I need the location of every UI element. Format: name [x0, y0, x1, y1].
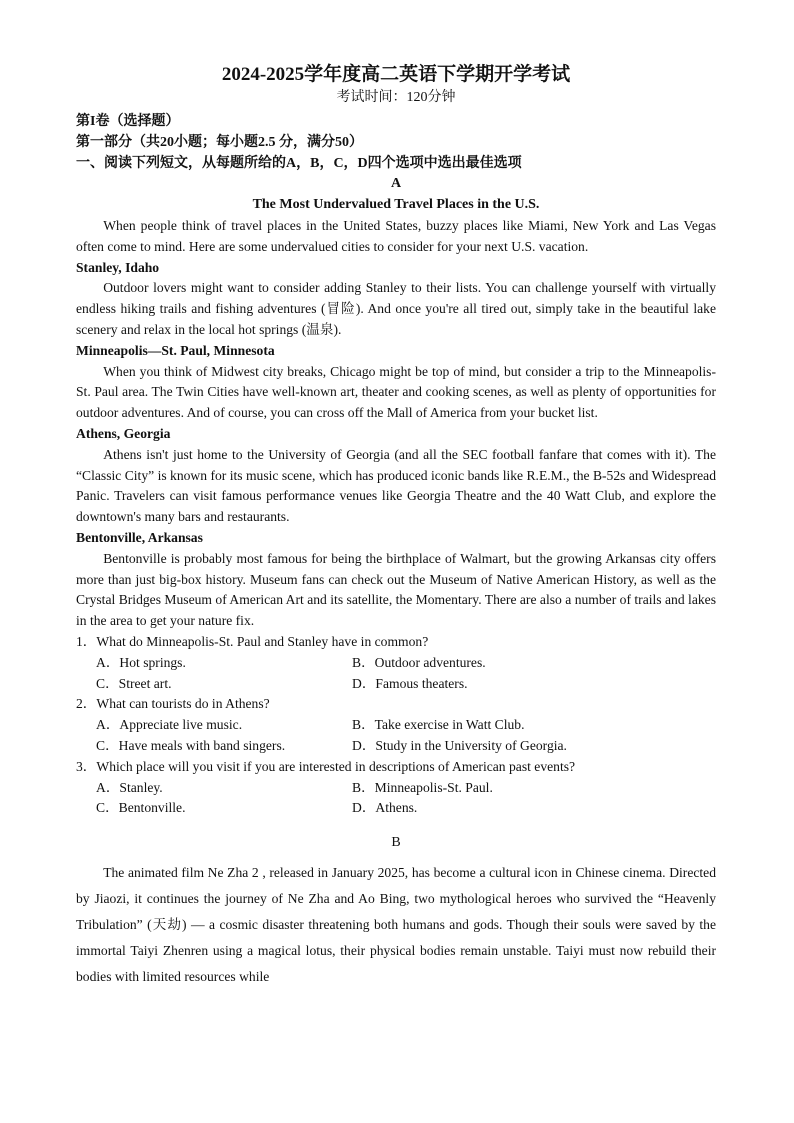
option-c: C．Have meals with band singers. — [96, 737, 286, 753]
section-instruction: 一、阅读下列短文，从每题所给的A，B，C，D四个选项中选出最佳选项 — [76, 155, 522, 171]
exam-title: 2024-2025学年度高二英语下学期开学考试 — [221, 64, 571, 85]
option-b: B．Take exercise in Watt Club. — [352, 717, 525, 733]
place-paragraph: Athens isn't just home to the University of Georgia (and all the SEC football fanfare that comes with it). The “Classic City” is known for its music scene, which has produced iconic bands like R.E.M., the B-52s and Widespread Panic. Travelers can visit famous performance venues like Georgia Theatre and the 40 Watt Club, and explore the downtown's many bars and restaurants. — [76, 446, 716, 525]
option-b: B．Minneapolis-St. Paul. — [352, 779, 493, 795]
option-d: D．Famous theaters. — [352, 675, 468, 691]
passage-a-title: The Most Undervalued Travel Places in the U.S. — [252, 197, 540, 213]
option-c: C．Street art. — [96, 675, 172, 691]
place-paragraph: When you think of Midwest city breaks, Chicago might be top of mind, but consider a trip to the Minneapolis-St. Paul area. The Twin Cities have well-known art, theater and cooking scenes, as well as plenty of opportunities for outdoor adventures. And of course, you can cross off the Mall of America from your bucket list. — [76, 363, 716, 421]
place-heading: Bentonville, Arkansas — [76, 529, 203, 545]
option-a: A．Appreciate live music. — [96, 717, 243, 733]
part-label: 第一部分（共20小题；每小题2.5 分，满分50） — [76, 134, 363, 150]
passage-b-paragraph: The animated film Ne Zha 2 , released in January 2025, has become a cultural icon in Chinese cinema. Directed by Jiaozi, it continues the journey of Ne Zha and Ao Bing, two mythological heroes who survived the “Heavenly Tribulation” (天劫) — a cosmic disaster threatening both humans and gods. Though their souls were saved by the immortal Taiyi Zhenren using a magical lotus, their physical bodies remain unstable. Taiyi must now rebuild their bodies with limited resources while — [76, 864, 716, 984]
option-a: A．Hot springs. — [96, 654, 186, 670]
option-d: D．Athens. — [352, 800, 418, 816]
option-d: D．Study in the University of Georgia. — [352, 737, 567, 753]
question-stem: 1．What do Minneapolis-St. Paul and Stanley have in common? — [76, 633, 429, 649]
passage-a-letter: A — [390, 176, 402, 192]
question-options — [76, 653, 716, 695]
option-a: A．Stanley. — [96, 779, 163, 795]
place-heading: Athens, Georgia — [76, 425, 171, 441]
place-heading: Minneapolis—St. Paul, Minnesota — [76, 342, 275, 358]
volume-label: 第I卷（选择题） — [76, 114, 180, 129]
passage-b-letter: B — [391, 835, 401, 851]
question-stem: 3．Which place will you visit if you are interested in descriptions of American past events? — [76, 758, 576, 774]
option-b: B．Outdoor adventures. — [352, 654, 486, 670]
place-heading: Stanley, Idaho — [76, 259, 160, 275]
place-paragraph: Outdoor lovers might want to consider adding Stanley to their lists. You can challenge yourself with virtually endless hiking trails and fishing adventures (冒险). And once you're all tired out, simply take in the beautiful lake scenery and relax in the local hot springs (温泉). — [76, 280, 716, 337]
exam-page — [76, 62, 716, 990]
option-c: C．Bentonville. — [96, 800, 186, 816]
exam-time: 考试时间：120分钟 — [336, 90, 456, 105]
question-stem: 2．What can tourists do in Athens? — [76, 696, 270, 712]
passage-a-intro: When people think of travel places in the United States, buzzy places like Miami, New York and Las Vegas often come to mind. Here are some undervalued cities to consider for your next U.S. vacation. — [76, 217, 716, 254]
question-options — [76, 715, 716, 757]
question-options — [76, 778, 716, 820]
place-paragraph: Bentonville is probably most famous for being the birthplace of Walmart, but the growing Arkansas city offers more than just big-box history. Museum fans can check out the Museum of Native American History, as well as the Crystal Bridges Museum of American Art and its satellite, the Momentary. There are also a number of trails and lakes in the area to get your nature fix. — [76, 550, 716, 629]
